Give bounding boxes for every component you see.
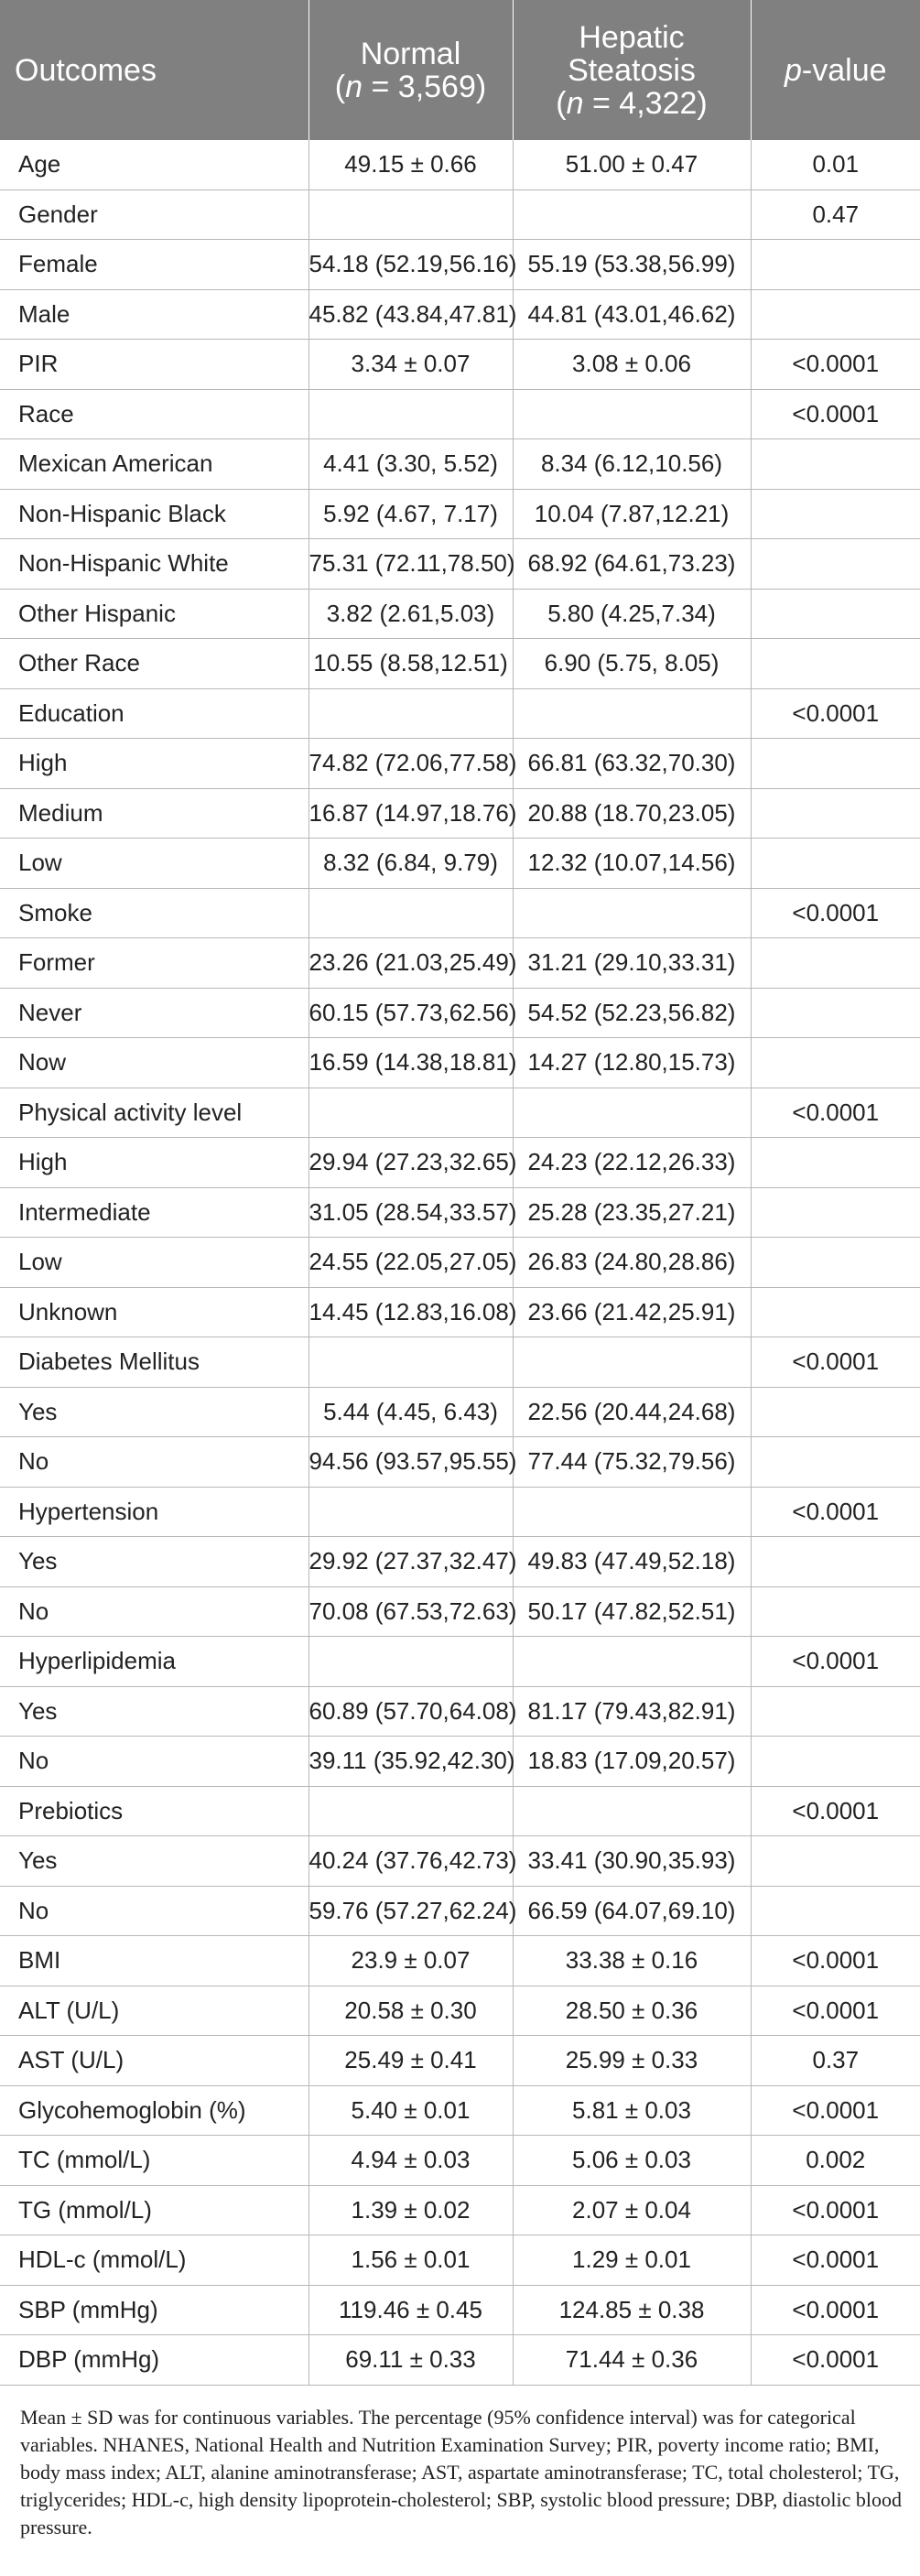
steatosis-value: 14.27 (12.80,15.73) <box>513 1038 751 1088</box>
table-row <box>0 839 920 889</box>
p-value: <0.0001 <box>751 1637 920 1687</box>
header-normal-title: Normal <box>360 36 461 71</box>
normal-value <box>308 1337 513 1388</box>
row-label: Low <box>0 839 308 889</box>
normal-value: 75.31 (72.11,78.50) <box>308 539 513 590</box>
table-row <box>0 1187 920 1238</box>
row-label: Hyperlipidemia <box>0 1637 308 1687</box>
p-value: 0.37 <box>751 2036 920 2086</box>
steatosis-value: 68.92 (64.61,73.23) <box>513 539 751 590</box>
row-label: Diabetes Mellitus <box>0 1337 308 1388</box>
p-value <box>751 1387 920 1437</box>
p-value <box>751 1586 920 1637</box>
row-label: Male <box>0 289 308 340</box>
table-row <box>0 2285 920 2335</box>
table-body <box>0 140 920 2385</box>
normal-value: 40.24 (37.76,42.73) <box>308 1836 513 1887</box>
table-row <box>0 439 920 490</box>
row-label: Glycohemoglobin (%) <box>0 2085 308 2136</box>
steatosis-value: 5.80 (4.25,7.34) <box>513 589 751 639</box>
steatosis-value: 26.83 (24.80,28.86) <box>513 1238 751 1288</box>
row-label: Yes <box>0 1537 308 1587</box>
table-row <box>0 589 920 639</box>
row-label: Low <box>0 1238 308 1288</box>
p-value <box>751 739 920 789</box>
normal-value: 29.92 (27.37,32.47) <box>308 1537 513 1587</box>
row-label: AST (U/L) <box>0 2036 308 2086</box>
row-label: PIR <box>0 340 308 390</box>
normal-value <box>308 1786 513 1836</box>
row-label: Unknown <box>0 1287 308 1337</box>
row-label: No <box>0 1586 308 1637</box>
normal-value: 23.26 (21.03,25.49) <box>308 938 513 989</box>
p-value <box>751 1187 920 1238</box>
row-label: ALT (U/L) <box>0 1986 308 2036</box>
steatosis-value: 8.34 (6.12,10.56) <box>513 439 751 490</box>
p-value <box>751 788 920 839</box>
p-value: <0.0001 <box>751 340 920 390</box>
table-footnote: Mean ± SD was for continuous variables. The percentage (95% confidence interval) was for categorical variables. NHANES, National Health and Nutrition Examination Survey; PIR, poverty income ratio; BMI, body mass index; ALT, alanine aminotransferase; AST, aspartate aminotransferase; TC, total cholesterol; TG, triglycerides; HDL-c, high density lipoprotein-cholesterol; SBP, systolic blood pressure; DBP, diastolic blood pressure. <box>20 2405 903 2538</box>
steatosis-value <box>513 1786 751 1836</box>
table-row <box>0 1337 920 1388</box>
table-row <box>0 1586 920 1637</box>
p-value: <0.0001 <box>751 2085 920 2136</box>
steatosis-value: 1.29 ± 0.01 <box>513 2235 751 2286</box>
normal-value: 94.56 (93.57,95.55) <box>308 1437 513 1488</box>
row-label: Medium <box>0 788 308 839</box>
row-label: Prebiotics <box>0 1786 308 1836</box>
row-label: High <box>0 739 308 789</box>
p-value: <0.0001 <box>751 389 920 439</box>
steatosis-value: 55.19 (53.38,56.99) <box>513 240 751 290</box>
table-row <box>0 988 920 1038</box>
normal-value <box>308 888 513 938</box>
steatosis-value <box>513 1637 751 1687</box>
steatosis-value: 20.88 (18.70,23.05) <box>513 788 751 839</box>
normal-value: 31.05 (28.54,33.57) <box>308 1187 513 1238</box>
row-label: Gender <box>0 189 308 240</box>
p-value: <0.0001 <box>751 1986 920 2036</box>
p-value <box>751 539 920 590</box>
p-value: <0.0001 <box>751 888 920 938</box>
row-label: Hypertension <box>0 1487 308 1537</box>
normal-value: 5.92 (4.67, 7.17) <box>308 489 513 539</box>
table-row <box>0 2136 920 2186</box>
steatosis-value: 3.08 ± 0.06 <box>513 340 751 390</box>
row-label: Yes <box>0 1387 308 1437</box>
steatosis-value: 28.50 ± 0.36 <box>513 1986 751 2036</box>
p-value <box>751 489 920 539</box>
row-label: Non-Hispanic White <box>0 539 308 590</box>
steatosis-value <box>513 189 751 240</box>
table-row <box>0 539 920 590</box>
row-label: High <box>0 1138 308 1188</box>
p-value <box>751 1287 920 1337</box>
table-row <box>0 1437 920 1488</box>
p-value <box>751 439 920 490</box>
p-value <box>751 988 920 1038</box>
steatosis-value: 50.17 (47.82,52.51) <box>513 1586 751 1637</box>
p-value <box>751 1886 920 1936</box>
row-label: Race <box>0 389 308 439</box>
table-row <box>0 788 920 839</box>
table-row <box>0 888 920 938</box>
table-row <box>0 1387 920 1437</box>
steatosis-value: 81.17 (79.43,82.91) <box>513 1686 751 1737</box>
row-label: TC (mmol/L) <box>0 2136 308 2186</box>
steatosis-value: 24.23 (22.12,26.33) <box>513 1138 751 1188</box>
normal-value: 3.34 ± 0.07 <box>308 340 513 390</box>
p-value: <0.0001 <box>751 1936 920 1986</box>
normal-value: 23.9 ± 0.07 <box>308 1936 513 1986</box>
steatosis-value: 33.38 ± 0.16 <box>513 1936 751 1986</box>
row-label: TG (mmol/L) <box>0 2185 308 2235</box>
table-row <box>0 2185 920 2235</box>
steatosis-value: 10.04 (7.87,12.21) <box>513 489 751 539</box>
normal-value <box>308 688 513 739</box>
steatosis-value: 49.83 (47.49,52.18) <box>513 1537 751 1587</box>
normal-value: 60.89 (57.70,64.08) <box>308 1686 513 1737</box>
normal-value: 29.94 (27.23,32.65) <box>308 1138 513 1188</box>
normal-value: 5.44 (4.45, 6.43) <box>308 1387 513 1437</box>
row-label: Never <box>0 988 308 1038</box>
table-row <box>0 1238 920 1288</box>
table-row <box>0 140 920 189</box>
table-row <box>0 1088 920 1138</box>
steatosis-value: 71.44 ± 0.36 <box>513 2335 751 2386</box>
normal-value: 60.15 (57.73,62.56) <box>308 988 513 1038</box>
header-normal <box>308 0 513 140</box>
normal-value: 20.58 ± 0.30 <box>308 1986 513 2036</box>
normal-value: 1.39 ± 0.02 <box>308 2185 513 2235</box>
row-label: Yes <box>0 1686 308 1737</box>
header-hs-line2: Steatosis <box>568 52 696 88</box>
table-row <box>0 389 920 439</box>
table-row <box>0 240 920 290</box>
steatosis-value: 44.81 (43.01,46.62) <box>513 289 751 340</box>
table-row <box>0 938 920 989</box>
table-row <box>0 1786 920 1836</box>
normal-value: 54.18 (52.19,56.16) <box>308 240 513 290</box>
p-value <box>751 1537 920 1587</box>
steatosis-value: 33.41 (30.90,35.93) <box>513 1836 751 1887</box>
p-value <box>751 1238 920 1288</box>
steatosis-value <box>513 688 751 739</box>
row-label: Intermediate <box>0 1187 308 1238</box>
normal-value: 25.49 ± 0.41 <box>308 2036 513 2086</box>
normal-value: 39.11 (35.92,42.30) <box>308 1737 513 1787</box>
row-label: Non-Hispanic Black <box>0 489 308 539</box>
p-value <box>751 1737 920 1787</box>
table-row <box>0 2235 920 2286</box>
row-label: Smoke <box>0 888 308 938</box>
steatosis-value <box>513 389 751 439</box>
row-label: DBP (mmHg) <box>0 2335 308 2386</box>
normal-value <box>308 1487 513 1537</box>
normal-value: 49.15 ± 0.66 <box>308 140 513 189</box>
p-value <box>751 240 920 290</box>
steatosis-value: 54.52 (52.23,56.82) <box>513 988 751 1038</box>
row-label: BMI <box>0 1936 308 1986</box>
steatosis-value: 25.28 (23.35,27.21) <box>513 1187 751 1238</box>
p-value <box>751 1437 920 1488</box>
p-value <box>751 1138 920 1188</box>
table-row <box>0 1886 920 1936</box>
row-label: Other Hispanic <box>0 589 308 639</box>
normal-value <box>308 389 513 439</box>
table-row <box>0 1836 920 1887</box>
normal-value: 8.32 (6.84, 9.79) <box>308 839 513 889</box>
p-value: <0.0001 <box>751 1088 920 1138</box>
steatosis-value <box>513 888 751 938</box>
steatosis-value: 5.81 ± 0.03 <box>513 2085 751 2136</box>
steatosis-value: 66.59 (64.07,69.10) <box>513 1886 751 1936</box>
normal-value: 59.76 (57.27,62.24) <box>308 1886 513 1936</box>
header-normal-count: (n = 3,569) <box>334 69 487 104</box>
header-outcomes: Outcomes <box>0 0 308 140</box>
table-row <box>0 1686 920 1737</box>
row-label: Other Race <box>0 639 308 689</box>
p-value <box>751 1038 920 1088</box>
table-row <box>0 1038 920 1088</box>
row-label: Physical activity level <box>0 1088 308 1138</box>
table-row <box>0 1287 920 1337</box>
steatosis-value: 18.83 (17.09,20.57) <box>513 1737 751 1787</box>
table-row <box>0 2036 920 2086</box>
normal-value: 16.87 (14.97,18.76) <box>308 788 513 839</box>
table-row <box>0 189 920 240</box>
normal-value: 3.82 (2.61,5.03) <box>308 589 513 639</box>
p-value: <0.0001 <box>751 2185 920 2235</box>
p-value <box>751 589 920 639</box>
steatosis-value: 25.99 ± 0.33 <box>513 2036 751 2086</box>
p-value <box>751 639 920 689</box>
steatosis-value: 51.00 ± 0.47 <box>513 140 751 189</box>
p-value: 0.47 <box>751 189 920 240</box>
p-value: <0.0001 <box>751 1487 920 1537</box>
table-row <box>0 1537 920 1587</box>
table-row <box>0 688 920 739</box>
table-row <box>0 1737 920 1787</box>
normal-value: 14.45 (12.83,16.08) <box>308 1287 513 1337</box>
normal-value: 10.55 (8.58,12.51) <box>308 639 513 689</box>
p-value <box>751 289 920 340</box>
normal-value: 70.08 (67.53,72.63) <box>308 1586 513 1637</box>
normal-value: 4.94 ± 0.03 <box>308 2136 513 2186</box>
normal-value: 16.59 (14.38,18.81) <box>308 1038 513 1088</box>
normal-value: 5.40 ± 0.01 <box>308 2085 513 2136</box>
table-row <box>0 739 920 789</box>
steatosis-value: 12.32 (10.07,14.56) <box>513 839 751 889</box>
header-hepatic-steatosis <box>513 0 751 140</box>
steatosis-value: 77.44 (75.32,79.56) <box>513 1437 751 1488</box>
row-label: Now <box>0 1038 308 1088</box>
p-value: <0.0001 <box>751 688 920 739</box>
p-value: 0.01 <box>751 140 920 189</box>
steatosis-value <box>513 1337 751 1388</box>
p-value: <0.0001 <box>751 1337 920 1388</box>
row-label: No <box>0 1737 308 1787</box>
table-row <box>0 289 920 340</box>
p-value <box>751 938 920 989</box>
steatosis-value: 66.81 (63.32,70.30) <box>513 739 751 789</box>
table-row <box>0 2085 920 2136</box>
normal-value: 4.41 (3.30, 5.52) <box>308 439 513 490</box>
normal-value: 1.56 ± 0.01 <box>308 2235 513 2286</box>
p-value: 0.002 <box>751 2136 920 2186</box>
steatosis-value: 124.85 ± 0.38 <box>513 2285 751 2335</box>
table-row <box>0 1986 920 2036</box>
steatosis-value: 5.06 ± 0.03 <box>513 2136 751 2186</box>
p-value: <0.0001 <box>751 2285 920 2335</box>
table-header <box>0 0 920 140</box>
p-value <box>751 1836 920 1887</box>
steatosis-value: 31.21 (29.10,33.31) <box>513 938 751 989</box>
steatosis-value: 6.90 (5.75, 8.05) <box>513 639 751 689</box>
table-row <box>0 639 920 689</box>
normal-value: 45.82 (43.84,47.81) <box>308 289 513 340</box>
row-label: No <box>0 1886 308 1936</box>
header-hs-line1: Hepatic <box>579 19 685 55</box>
header-hs-count: (n = 4,322) <box>556 85 708 121</box>
p-value: <0.0001 <box>751 1786 920 1836</box>
table-row <box>0 2335 920 2386</box>
row-label: Female <box>0 240 308 290</box>
table-row <box>0 489 920 539</box>
steatosis-value: 22.56 (20.44,24.68) <box>513 1387 751 1437</box>
row-label: Yes <box>0 1836 308 1887</box>
row-label: Age <box>0 140 308 189</box>
normal-value <box>308 1637 513 1687</box>
table-row <box>0 1487 920 1537</box>
header-p-value: p-value <box>751 0 920 140</box>
row-label: Mexican American <box>0 439 308 490</box>
normal-value <box>308 189 513 240</box>
p-value: <0.0001 <box>751 2235 920 2286</box>
p-value <box>751 1686 920 1737</box>
steatosis-value: 23.66 (21.42,25.91) <box>513 1287 751 1337</box>
table-row <box>0 1936 920 1986</box>
p-value: <0.0001 <box>751 2335 920 2386</box>
steatosis-value <box>513 1088 751 1138</box>
table-row <box>0 340 920 390</box>
normal-value: 119.46 ± 0.45 <box>308 2285 513 2335</box>
table-row <box>0 1637 920 1687</box>
row-label: Education <box>0 688 308 739</box>
table-row <box>0 1138 920 1188</box>
normal-value: 69.11 ± 0.33 <box>308 2335 513 2386</box>
steatosis-value <box>513 1487 751 1537</box>
row-label: HDL-c (mmol/L) <box>0 2235 308 2286</box>
p-value <box>751 839 920 889</box>
normal-value: 74.82 (72.06,77.58) <box>308 739 513 789</box>
normal-value: 24.55 (22.05,27.05) <box>308 1238 513 1288</box>
steatosis-value: 2.07 ± 0.04 <box>513 2185 751 2235</box>
normal-value <box>308 1088 513 1138</box>
row-label: No <box>0 1437 308 1488</box>
row-label: Former <box>0 938 308 989</box>
row-label: SBP (mmHg) <box>0 2285 308 2335</box>
